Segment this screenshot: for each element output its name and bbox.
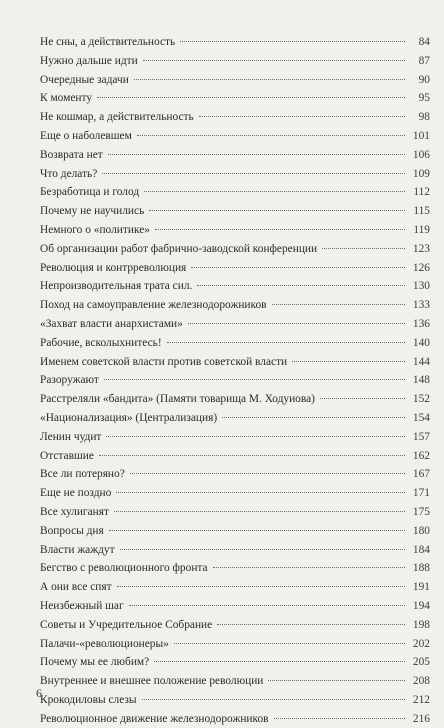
toc-leader-dots [191,267,405,268]
toc-entry [40,202,430,221]
toc-leader-dots [114,511,405,512]
toc-entry-page: 180 [412,524,430,537]
toc-entry [40,165,430,184]
toc-leader-dots [117,586,405,587]
toc-entry-title: Внутреннее и внешнее положение революции [40,675,264,688]
toc-leader-dots [102,173,405,174]
toc-entry-title: Революция и контрреволюция [40,261,187,274]
toc-entry [40,334,430,353]
toc-entry [40,559,430,578]
toc-entry-page: 140 [412,336,430,349]
toc-leader-dots [116,492,405,493]
toc-entry-title: К моменту [40,92,93,105]
toc-entry-title: Советы и Учредительное Собрание [40,618,213,631]
toc-entry [40,503,430,522]
toc-entry-title: Поход на самоуправление железнодорожников [40,299,267,312]
toc-leader-dots [213,567,405,568]
toc-entry-page: 115 [413,205,430,218]
toc-entry-title: Все хулиганят [40,505,109,518]
toc-entry [40,71,430,90]
toc-entry-title: А они все спят [40,581,112,594]
toc-entry-title: Возврата нет [40,148,103,161]
toc-entry [40,108,430,127]
toc-entry [40,33,430,52]
toc-leader-dots [274,718,405,719]
toc-entry-page: 208 [412,675,430,688]
toc-entry-page: 101 [412,129,430,142]
toc-entry-title: Еще не поздно [40,487,112,500]
toc-leader-dots [97,97,405,98]
toc-leader-dots [292,361,405,362]
toc-leader-dots [174,643,405,644]
toc-entry [40,653,430,672]
toc-entry [40,89,430,108]
toc-leader-dots [222,417,405,418]
toc-entry-page: 119 [413,223,430,236]
toc-entry-title: Еще о наболевшем [40,129,132,142]
toc-entry [40,616,430,635]
toc-entry-title: «Национализация» (Централизация) [40,411,218,424]
toc-entry-page: 106 [412,148,430,161]
toc-entry-page: 216 [412,712,430,725]
toc-leader-dots [320,398,405,399]
toc-entry [40,465,430,484]
toc-entry [40,353,430,372]
toc-leader-dots [142,699,405,700]
toc-entry-page: 112 [413,186,430,199]
toc-entry-page: 136 [412,317,430,330]
toc-leader-dots [130,473,405,474]
toc-entry [40,672,430,691]
toc-entry [40,259,430,278]
toc-entry [40,409,430,428]
toc-entry-page: 171 [412,487,430,500]
table-of-contents [40,33,430,728]
toc-entry-page: 154 [412,411,430,424]
toc-entry-title: Не сны, а действительность [40,36,176,48]
toc-leader-dots [106,436,405,437]
toc-entry-page: 84 [418,36,430,48]
toc-entry-title: Об организации работ фабрично-заводской конференции [40,242,318,255]
toc-entry-page: 162 [412,449,430,462]
toc-leader-dots [104,379,405,380]
toc-entry-page: 98 [418,111,430,124]
toc-entry-title: Революционное движение железнодорожников [40,712,269,725]
toc-entry-title: Очередные задачи [40,73,129,86]
toc-entry-title: Безработица и голод [40,186,140,199]
toc-leader-dots [154,661,405,662]
toc-entry-page: 148 [412,374,430,387]
toc-entry [40,484,430,503]
toc-entry-title: Крокодиловы слезы [40,693,137,706]
toc-entry-title: Рабочие, всколыхнитесь! [40,336,162,349]
toc-entry-title: Не кошмар, а действительность [40,111,194,124]
toc-entry-title: Немного о «политике» [40,223,150,236]
page-number: 6 [36,686,42,700]
toc-leader-dots [129,605,405,606]
toc-entry-page: 175 [412,505,430,518]
toc-entry-page: 184 [412,543,430,556]
toc-leader-dots [180,41,405,42]
toc-entry-title: «Захват власти анархистами» [40,317,183,330]
toc-entry-page: 191 [412,581,430,594]
toc-leader-dots [272,304,405,305]
toc-entry-title: Почему мы ее любим? [40,656,150,669]
toc-entry [40,221,430,240]
toc-leader-dots [137,135,405,136]
toc-entry-page: 130 [412,280,430,293]
toc-entry [40,371,430,390]
toc-entry-title: Непроизводительная трата сил. [40,280,193,293]
toc-entry-page: 126 [412,261,430,274]
toc-entry-page: 133 [412,299,430,312]
toc-entry-page: 194 [412,599,430,612]
toc-entry-page: 123 [412,242,430,255]
toc-entry-title: Разоружают [40,374,99,387]
toc-entry [40,277,430,296]
toc-leader-dots [99,455,405,456]
toc-leader-dots [197,285,405,286]
toc-leader-dots [167,342,405,343]
toc-entry-page: 87 [418,54,430,67]
toc-leader-dots [134,79,405,80]
toc-entry-page: 212 [412,693,430,706]
toc-leader-dots [143,60,405,61]
toc-leader-dots [268,680,405,681]
toc-leader-dots [199,116,405,117]
toc-entry-title: Вопросы дня [40,524,104,537]
toc-entry-page: 109 [412,167,430,180]
toc-entry [40,522,430,541]
toc-entry [40,127,430,146]
toc-entry-page: 188 [412,562,430,575]
toc-entry-page: 90 [418,73,430,86]
toc-entry-title: Все ли потеряно? [40,468,125,481]
toc-entry-page: 167 [412,468,430,481]
toc-entry-title: Именем советской власти против советской власти [40,355,288,368]
toc-entry-title: Ленин чудит [40,430,102,443]
toc-leader-dots [109,530,405,531]
toc-leader-dots [217,624,405,625]
toc-entry-page: 157 [412,430,430,443]
toc-entry [40,691,430,710]
toc-leader-dots [144,191,405,192]
toc-entry-title: Палачи-«революционеры» [40,637,169,650]
toc-entry-page: 144 [412,355,430,368]
toc-entry [40,296,430,315]
toc-entry-page: 205 [412,656,430,669]
toc-leader-dots [188,323,405,324]
toc-entry-title: Власти жаждут [40,543,115,556]
toc-entry-title: Неизбежный шаг [40,599,124,612]
toc-entry-title: Нужно дальше идти [40,54,138,67]
toc-entry [40,597,430,616]
toc-leader-dots [155,229,405,230]
toc-entry [40,390,430,409]
toc-leader-dots [108,154,405,155]
toc-entry [40,541,430,560]
toc-entry [40,447,430,466]
toc-entry-page: 95 [418,92,430,105]
toc-leader-dots [120,549,405,550]
toc-entry [40,240,430,259]
toc-entry-page: 202 [412,637,430,650]
toc-entry-title: Расстреляли «бандита» (Памяти товарища М. Ходуиова) [40,393,315,406]
toc-entry-title: Что делать? [40,167,98,180]
toc-entry-title: Отставшие [40,449,94,462]
toc-entry-title: Почему не научились [40,205,145,218]
toc-entry [40,635,430,654]
toc-entry-title: Бегство с революционного фронта [40,562,208,575]
toc-entry [40,428,430,447]
toc-entry [40,578,430,597]
toc-entry [40,183,430,202]
toc-leader-dots [149,210,405,211]
toc-leader-dots [322,248,405,249]
toc-entry [40,315,430,334]
toc-entry [40,52,430,71]
toc-entry [40,146,430,165]
toc-entry-page: 152 [412,393,430,406]
toc-entry-page: 198 [412,618,430,631]
toc-entry [40,710,430,728]
